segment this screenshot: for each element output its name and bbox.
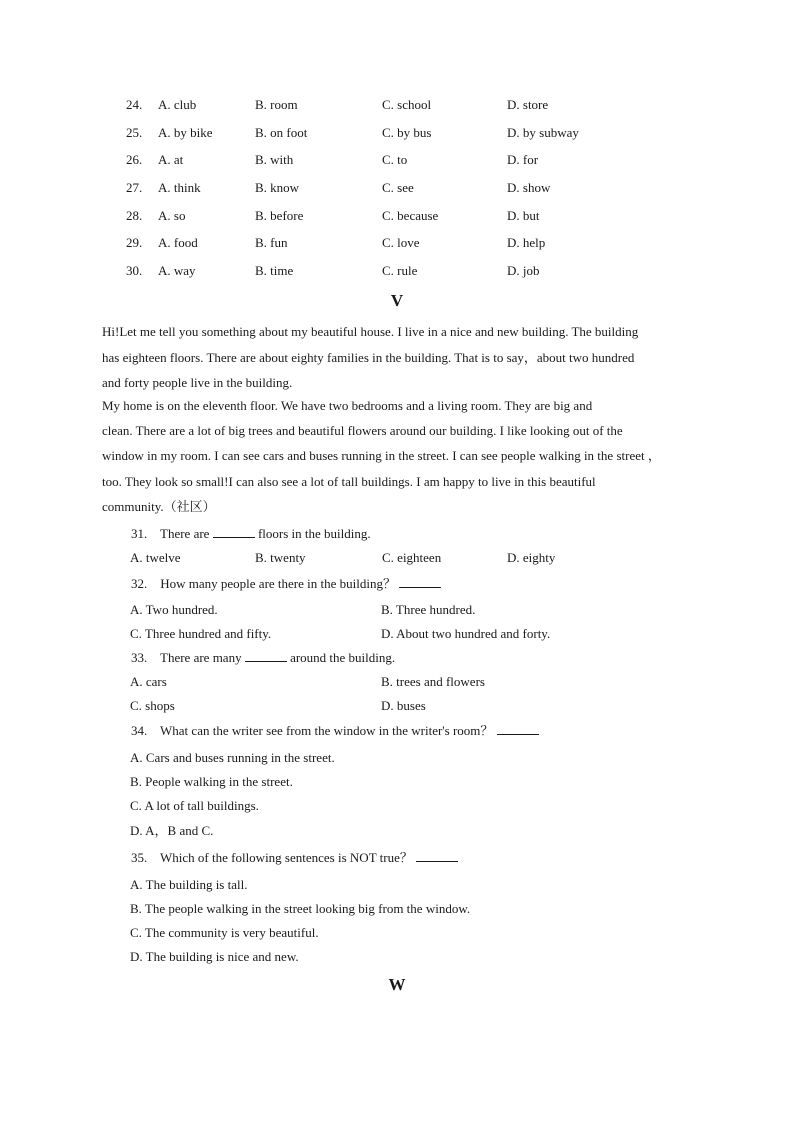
question-33 bbox=[131, 648, 395, 668]
q34-option-c: C. A lot of tall buildings. bbox=[130, 798, 259, 813]
q33-option-b: B. trees and flowers bbox=[381, 674, 485, 689]
option-c: C. by bus bbox=[382, 125, 432, 140]
question-number: 33. bbox=[131, 650, 148, 665]
option-c: C. love bbox=[382, 235, 420, 250]
option-b: B. on foot bbox=[255, 125, 308, 140]
question-text-after: floors in the building. bbox=[257, 526, 371, 541]
question-text: What can the writer see from the window in the writer's room？ bbox=[160, 723, 494, 738]
question-number: 32. bbox=[131, 576, 148, 591]
q31-option-c: C. eighteen bbox=[382, 550, 442, 565]
q34-option-b: B. People walking in the street. bbox=[130, 774, 293, 789]
passage-line: and forty people live in the building. bbox=[102, 375, 293, 390]
question-number: 25. bbox=[126, 125, 143, 140]
answer-blank bbox=[213, 525, 255, 538]
option-d: D. help bbox=[507, 235, 546, 250]
q33-option-d: D. buses bbox=[381, 698, 426, 713]
q32-option-a: A. Two hundred. bbox=[130, 602, 218, 617]
question-number: 35. bbox=[131, 850, 148, 865]
option-b: B. room bbox=[255, 97, 298, 112]
option-d: D. store bbox=[507, 97, 549, 112]
option-b: B. fun bbox=[255, 235, 288, 250]
option-a: A. think bbox=[158, 180, 201, 195]
option-b: B. before bbox=[255, 208, 304, 223]
option-d: D. for bbox=[507, 152, 539, 167]
option-b: B. know bbox=[255, 180, 300, 195]
passage-line: window in my room. I can see cars and buses running in the street. I can see people walking in the street ， bbox=[102, 448, 661, 463]
option-c: C. rule bbox=[382, 263, 418, 278]
question-text: How many people are there in the building？ bbox=[160, 576, 396, 591]
passage-line: clean. There are a lot of big trees and beautiful flowers around our building. I like looking out of the bbox=[102, 422, 623, 438]
option-c: C. see bbox=[382, 180, 414, 195]
question-text: There are bbox=[160, 526, 210, 541]
question-text: There are many bbox=[160, 650, 242, 665]
section-heading-w: W bbox=[388, 975, 406, 994]
q35-option-a: A. The building is tall. bbox=[130, 877, 248, 892]
q35-option-d: D. The building is nice and new. bbox=[130, 949, 299, 964]
question-number: 27. bbox=[126, 180, 143, 195]
passage-line: community.（社区） bbox=[102, 499, 216, 514]
q35-option-b: B. The people walking in the street looking big from the window. bbox=[130, 901, 471, 916]
question-31 bbox=[131, 524, 371, 544]
question-number: 26. bbox=[126, 152, 143, 167]
reading-passage bbox=[102, 319, 722, 520]
passage-line: My home is on the eleventh floor. We have two bedrooms and a living room. They are big and bbox=[102, 397, 593, 413]
option-a: A. by bike bbox=[158, 125, 213, 140]
q32-option-c: C. Three hundred and fifty. bbox=[130, 626, 272, 641]
q31-option-b: B. twenty bbox=[255, 550, 306, 565]
q31-option-d: D. eighty bbox=[507, 550, 556, 565]
answer-blank bbox=[399, 575, 441, 588]
option-a: A. so bbox=[158, 208, 186, 223]
answer-blank bbox=[497, 722, 539, 735]
passage-line: too. They look so small!I can also see a lot of tall buildings. I am happy to live in this beautiful bbox=[102, 473, 596, 489]
question-number: 31. bbox=[131, 526, 148, 541]
answer-blank bbox=[245, 649, 287, 662]
q34-option-d: D. A，B and C. bbox=[130, 823, 214, 838]
question-number: 30. bbox=[126, 263, 143, 278]
passage-line: has eighteen floors. There are about eighty families in the building. That is to say，about two hundred bbox=[102, 349, 635, 365]
question-35 bbox=[131, 848, 458, 868]
option-a: A. at bbox=[158, 152, 184, 167]
option-c: C. to bbox=[382, 152, 408, 167]
option-d: D. but bbox=[507, 208, 540, 223]
question-32 bbox=[131, 574, 441, 594]
option-b: B. with bbox=[255, 152, 294, 167]
q33-option-c: C. shops bbox=[130, 698, 175, 713]
q33-option-a: A. cars bbox=[130, 674, 167, 689]
option-a: A. club bbox=[158, 97, 197, 112]
passage-line: Hi!Let me tell you something about my beautiful house. I live in a nice and new building. The building bbox=[102, 324, 639, 339]
option-a: A. food bbox=[158, 235, 198, 250]
section-heading-v: V bbox=[390, 291, 404, 310]
option-d: D. job bbox=[507, 263, 540, 278]
question-number: 24. bbox=[126, 97, 143, 112]
question-34 bbox=[131, 721, 539, 741]
option-c: C. because bbox=[382, 208, 439, 223]
q34-option-a: A. Cars and buses running in the street. bbox=[130, 750, 335, 765]
option-d: D. show bbox=[507, 180, 551, 195]
q32-option-d: D. About two hundred and forty. bbox=[381, 626, 551, 641]
question-text: Which of the following sentences is NOT true？ bbox=[160, 850, 413, 865]
option-b: B. time bbox=[255, 263, 294, 278]
option-a: A. way bbox=[158, 263, 196, 278]
answer-blank bbox=[416, 849, 458, 862]
question-number: 29. bbox=[126, 235, 143, 250]
q32-option-b: B. Three hundred. bbox=[381, 602, 476, 617]
q35-option-c: C. The community is very beautiful. bbox=[130, 925, 319, 940]
question-number: 34. bbox=[131, 723, 148, 738]
q31-option-a: A. twelve bbox=[130, 550, 181, 565]
question-number: 28. bbox=[126, 208, 143, 223]
option-c: C. school bbox=[382, 97, 432, 112]
question-text-after: around the building. bbox=[290, 650, 396, 665]
option-d: D. by subway bbox=[507, 125, 579, 140]
